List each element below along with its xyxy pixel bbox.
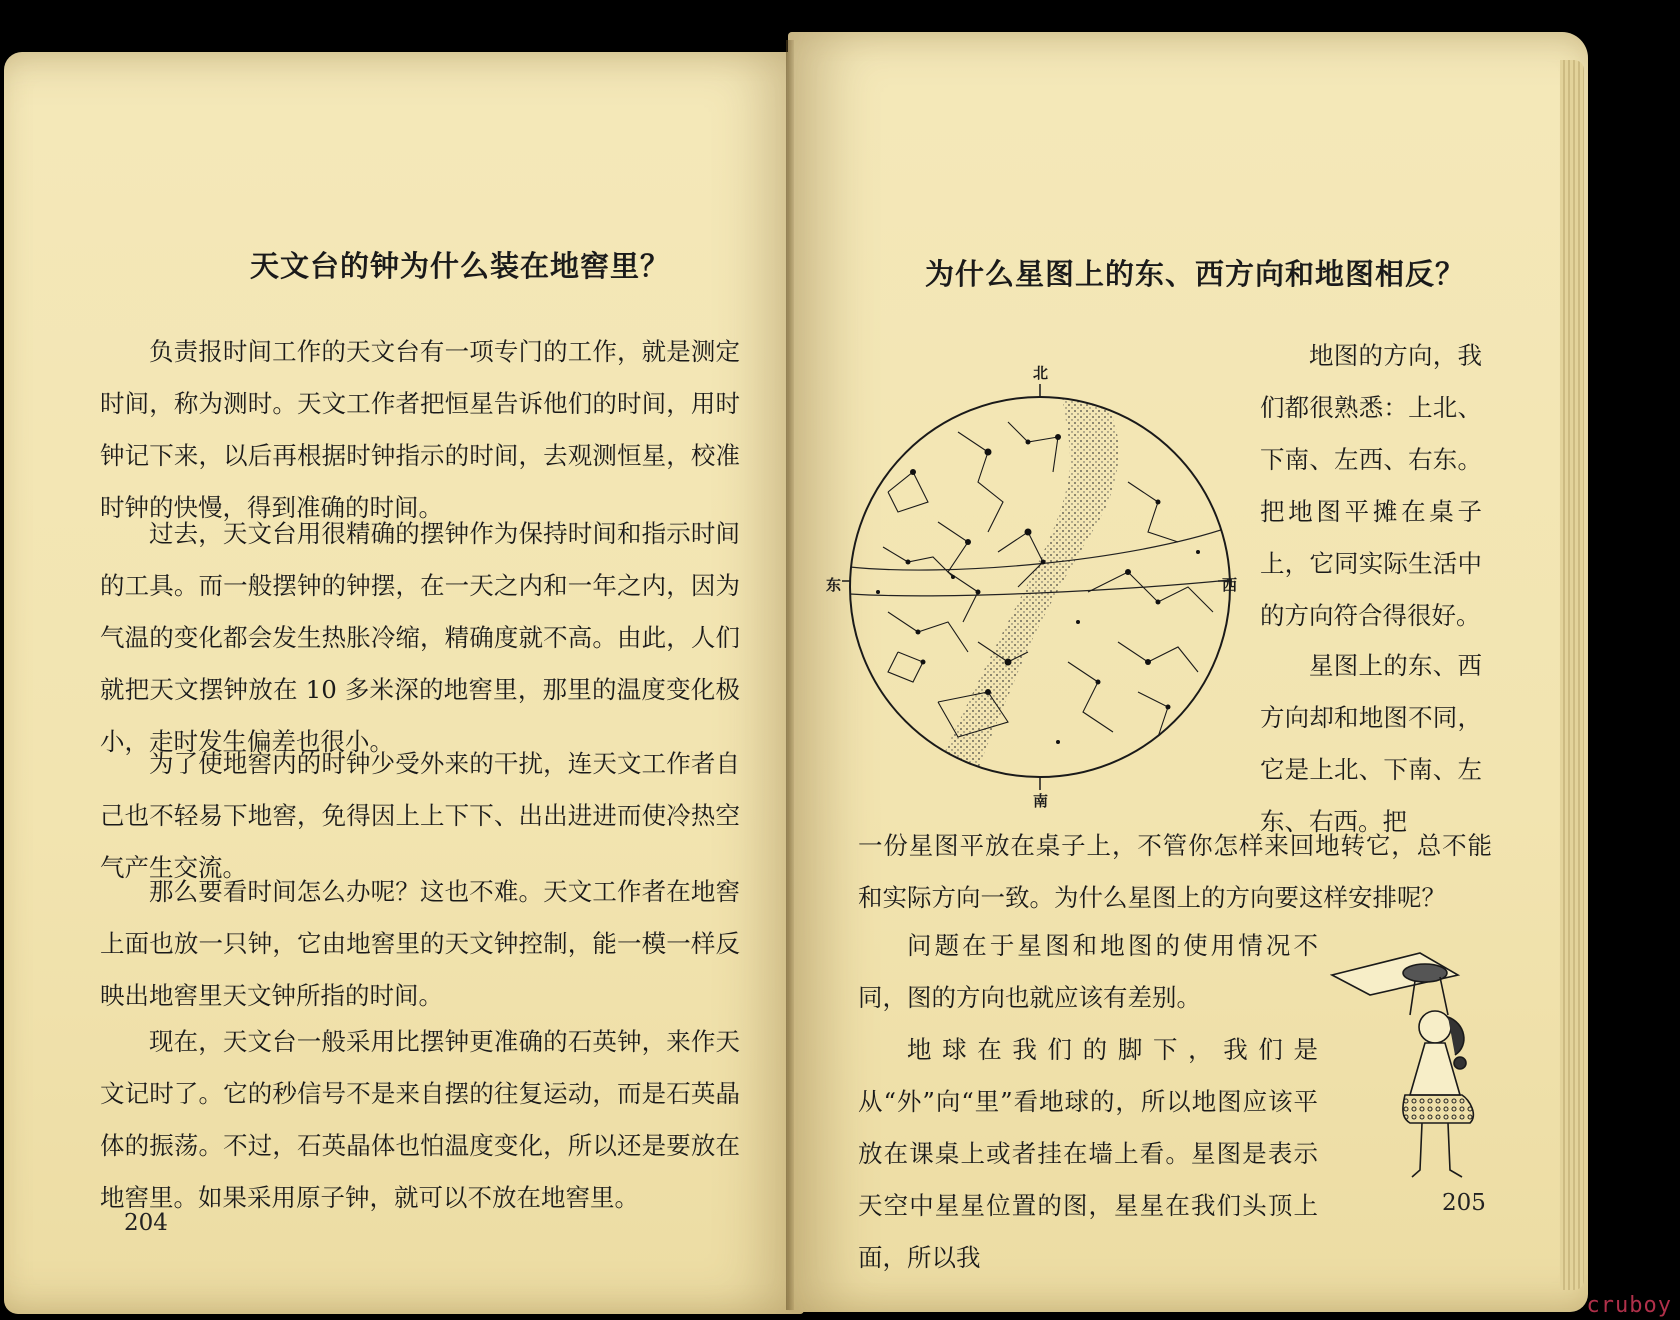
star-map-east-label: 东	[826, 576, 842, 594]
left-paragraph-2: 过去，天文台用很精确的摆钟作为保持时间和指示时间的工具。而一般摆钟的钟摆，在一天之内和一年之内，因为气温的变化都会发生热胀冷缩，精确度就不高。由此，人们就把天文摆钟放在 10 多米深的地窖里，那里的温度变化极小，走时发生偏差也很小。	[100, 519, 740, 756]
star-map	[828, 362, 1238, 812]
right-body-paragraph-1: 一份星图平放在桌子上，不管你怎样来回地转它，总不能和实际方向一致。为什么星图上的方向要这样安排呢？	[858, 831, 1492, 912]
left-paragraph-4: 那么要看时间怎么办呢？这也不难。天文工作者在地窖上面也放一只钟，它由地窖里的天文钟控制，能一模一样反映出地窖里天文钟所指的时间。	[100, 877, 740, 1010]
right-body-paragraph-2: 问题在于星图和地图的使用情况不同，图的方向也就应该有差别。	[858, 931, 1318, 1012]
right-page-title: 为什么星图上的东、西方向和地图相反？	[925, 257, 1466, 291]
watermark: cruboy	[1586, 1293, 1672, 1318]
child-holding-map-illustration	[1330, 945, 1490, 1195]
right-side-paragraph-2: 星图上的东、西方向却和地图不同，它是上北、下南、左东、右西。把	[1260, 651, 1482, 836]
star-map-drawing	[828, 362, 1238, 812]
left-paragraph-5: 现在，天文台一般采用比摆钟更准确的石英钟，来作天文记时了。它的秒信号不是来自摆的往复运动，而是石英晶体的振荡。不过，石英晶体也怕温度变化，所以还是要放在地窖里。如果采用原子钟，就可以不放在地窖里。	[100, 1027, 740, 1212]
page-edges	[1560, 60, 1584, 1290]
left-page-number: 204	[124, 1210, 168, 1236]
star-map-west-label: 西	[1222, 576, 1238, 594]
right-page-number: 205	[1442, 1190, 1486, 1216]
left-page-title: 天文台的钟为什么装在地窖里？	[250, 249, 671, 283]
star-map-south-label: 南	[1033, 792, 1049, 810]
book-gutter	[786, 40, 794, 1310]
star-map-north-label: 北	[1033, 364, 1049, 382]
left-paragraph-1: 负责报时间工作的天文台有一项专门的工作，就是测定时间，称为测时。天文工作者把恒星告诉他们的时间，用时钟记下来，以后再根据时钟指示的时间，去观测恒星，校准时钟的快慢，得到准确的时间。	[100, 337, 740, 522]
right-body-paragraph-3: 地球在我们的脚下，我们是从“外”向“里”看地球的，所以地图应该平放在课桌上或者挂在墙上看。星图是表示天空中星星位置的图，星星在我们头顶上面，所以我	[858, 1035, 1318, 1272]
left-paragraph-3: 为了使地窖内的时钟少受外来的干扰，连天文工作者自己也不轻易下地窖，免得因上上下下、出出进进而使冷热空气产生交流。	[100, 749, 740, 882]
right-side-paragraph-1: 地图的方向，我们都很熟悉：上北、下南、左西、右东。把地图平摊在桌子上，它同实际生活中的方向符合得很好。	[1260, 341, 1482, 630]
